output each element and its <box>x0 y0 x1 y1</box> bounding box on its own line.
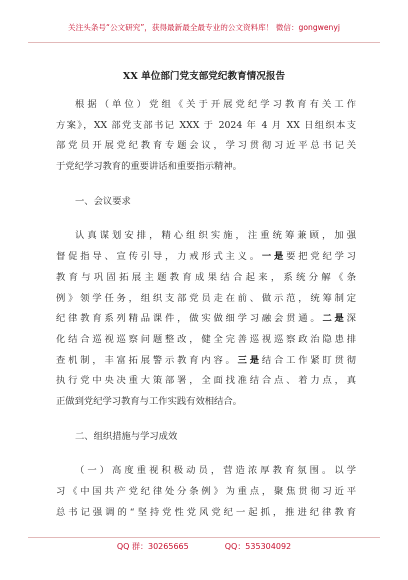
qq-group-number: QQ 群：30265665 <box>116 542 189 551</box>
footer-divider <box>28 537 380 538</box>
text-run: 结合工作紧盯贯彻 <box>261 354 356 366</box>
paragraph-line: 习《中国共产党纪律处分条例》为重点，聚焦贯彻习近平 <box>56 486 356 497</box>
text-run: 教育与巩固拓展主题教育成果结合起来，系统分解《条 <box>56 271 356 283</box>
paragraph-line <box>56 351 356 372</box>
header-banner: 关注头条号“公文研究”，获得最新最全最专业的公文资料库！ 微信：gongwenyj <box>68 23 340 32</box>
intro-paragraph <box>56 95 356 178</box>
header-divider <box>28 42 380 43</box>
paragraph-line <box>56 268 356 289</box>
paragraph-line <box>56 330 356 351</box>
document-body <box>56 95 356 523</box>
emphasis-marker: 三是 <box>237 354 262 366</box>
section-heading: 一、会议要求 <box>75 195 131 207</box>
qq-number: QQ：535304092 <box>224 542 292 551</box>
text-run: 要把党纪学习 <box>286 251 356 263</box>
footer-contact <box>0 541 408 552</box>
document-title: XX 单位部门党支部党纪教育情况报告 <box>122 71 286 82</box>
paragraph-line: （一）高度重视积极动员，营造浓厚教育氛围。以学 <box>75 465 356 477</box>
text-run: 例》领学任务，组织支部党员走在前、做示范，统筹制定 <box>56 292 356 304</box>
paragraph-line <box>56 392 356 413</box>
text-run: 督促指导、宣传引导，力戒形式主义。 <box>56 251 262 263</box>
emphasis-marker: 二是 <box>322 313 347 325</box>
section1-paragraph <box>56 226 356 412</box>
text-run: 正做到党纪学习教育与工作实践有效相结合。 <box>56 395 242 407</box>
emphasis-marker: 一是 <box>261 251 287 263</box>
text-run: 查机制，丰富拓展警示教育内容。 <box>56 354 238 366</box>
paragraph-line <box>56 289 356 310</box>
paragraph-line: 根据（单位）党组《关于开展党纪学习教育有关工作 <box>75 99 356 110</box>
text-run: 纪律教育系列精品课件，做实做细学习融会贯通。 <box>56 313 323 325</box>
text-run: 深 <box>346 313 356 325</box>
text-run: 执行党中央决重大策部署，全面找准结合点、着力点，真 <box>56 375 356 387</box>
section2-paragraph <box>56 461 356 523</box>
paragraph-line <box>56 226 356 247</box>
text-run: 化结合巡视巡察问题整改，健全完善巡视巡察政治隐患排 <box>56 333 356 345</box>
paragraph-line: 方案》，XX 部党支部书记 XXX 于 2024 年 4 月 XX 日组织本支 <box>56 119 356 131</box>
text-run: 认真谋划安排，精心组织实施，注重统筹兼顾，加强 <box>75 230 356 242</box>
paragraph-line <box>56 371 356 392</box>
paragraph-line: 部党员开展党纪教育专题会议，学习贯彻习近平总书记关 <box>56 140 356 152</box>
paragraph-line <box>56 309 356 330</box>
paragraph-line <box>56 247 356 268</box>
section-heading: 二、组织措施与学习成效 <box>75 430 178 442</box>
paragraph-line: 于党纪学习教育的重要讲话和重要指示精神。 <box>56 161 242 173</box>
paragraph-line: 总书记强调的“坚持党性党风党纪一起抓，推进纪律教育 <box>56 506 356 518</box>
